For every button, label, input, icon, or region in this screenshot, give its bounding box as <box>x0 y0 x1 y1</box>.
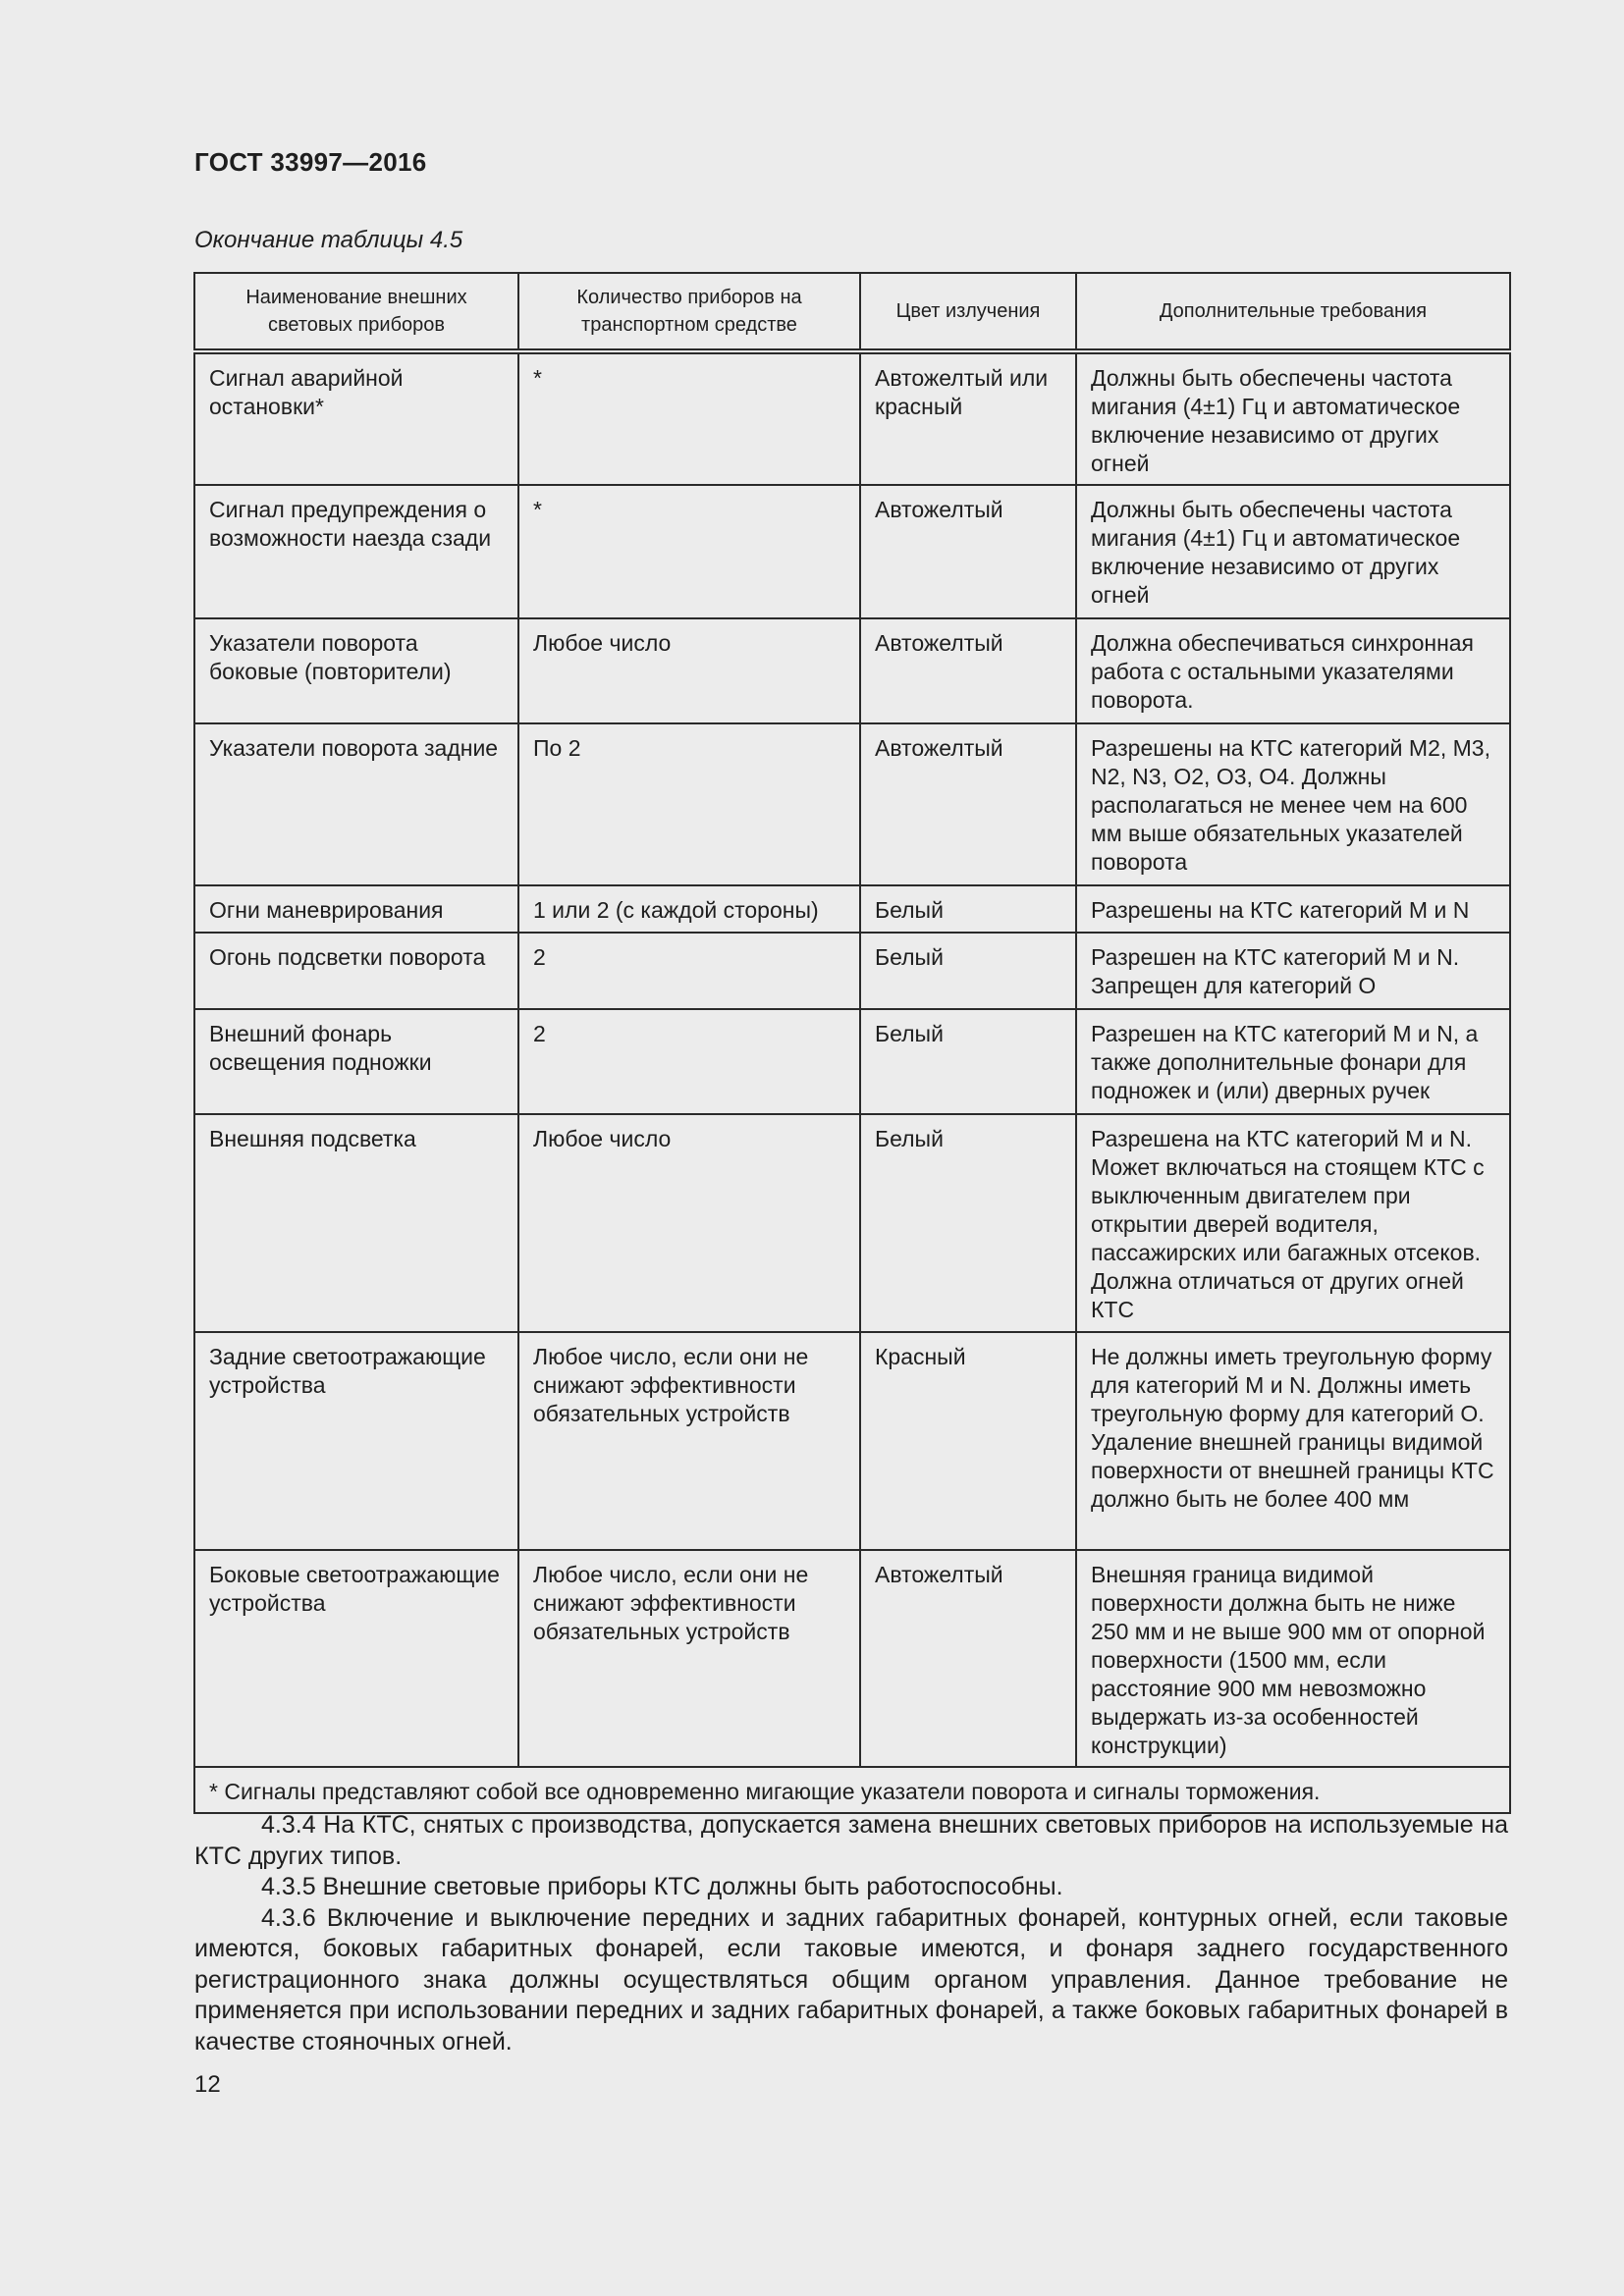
cell-name: Огонь подсветки поворота <box>194 933 518 1009</box>
paragraph-4-3-5: 4.3.5 Внешние световые приборы КТС должны быть работоспособны. <box>261 1873 1063 1900</box>
column-header-name: Наименование внешних световых приборов <box>194 273 518 351</box>
table-row <box>194 885 1510 933</box>
cell-name: Огни маневрирования <box>194 885 518 933</box>
cell-name: Боковые светоотражающие устройства <box>194 1550 518 1767</box>
column-header-count: Количество приборов на транспортном средстве <box>518 273 860 351</box>
table-row <box>194 723 1510 885</box>
cell-requirements: Разрешена на КТС категорий М и N. Может включаться на стоящем КТС с выключенным двигателем при открытии дверей водителя, пассажирских или багажных отсеков. Должна отличаться от других огней КТС <box>1076 1114 1510 1332</box>
cell-requirements: Разрешены на КТС категорий М и N <box>1076 885 1510 933</box>
cell-color: Автожелтый <box>860 723 1076 885</box>
table-footnote: * Сигналы представляют собой все одновременно мигающие указатели поворота и сигналы торможения. <box>194 1767 1510 1813</box>
cell-count: * <box>518 485 860 618</box>
cell-count: 2 <box>518 1009 860 1114</box>
table-row <box>194 485 1510 618</box>
cell-requirements: Разрешены на КТС категорий М2, М3, N2, N3, О2, О3, О4. Должны располагаться не менее чем на 600 мм выше обязательных указателей поворота <box>1076 723 1510 885</box>
cell-requirements: Не должны иметь треугольную форму для категорий М и N. Должны иметь треугольную форму для категорий О. Удаление внешней границы видимой поверхности от внешней границы КТС должно быть не более 400 мм <box>1076 1332 1510 1550</box>
cell-name: Сигнал аварийной остановки* <box>194 351 518 485</box>
table-row <box>194 1009 1510 1114</box>
cell-color: Белый <box>860 933 1076 1009</box>
table-header-row <box>194 273 1510 351</box>
paragraph-4-3-6: 4.3.6 Включение и выключение передних и задних габаритных фонарей, контурных огней, если таковые имеются, боковых габаритных фонарей, если таковые имеются, и фонаря заднего государственного регистрационного знака должны осуществляться общим органом управления. Данное требование не применяется при использовании передних и задних габаритных фонарей, а также боковых габаритных фонарей в качестве стояночных огней. <box>194 1903 1508 2056</box>
column-header-requirements: Дополнительные требования <box>1076 273 1510 351</box>
cell-requirements: Разрешен на КТС категорий М и N. Запрещен для категорий О <box>1076 933 1510 1009</box>
table-row <box>194 1550 1510 1767</box>
cell-requirements: Должны быть обеспечены частота мигания (4±1) Гц и автоматическое включение независимо от других огней <box>1076 351 1510 485</box>
body-text <box>194 1810 1508 2057</box>
cell-color: Автожелтый или красный <box>860 351 1076 485</box>
cell-color: Белый <box>860 885 1076 933</box>
cell-count: 1 или 2 (с каждой стороны) <box>518 885 860 933</box>
table-caption: Окончание таблицы 4.5 <box>194 227 463 253</box>
document-title: ГОСТ 33997—2016 <box>194 147 427 177</box>
table-footnote-row <box>194 1767 1510 1813</box>
cell-requirements: Должна обеспечиваться синхронная работа с остальными указателями поворота. <box>1076 618 1510 723</box>
page-number: 12 <box>194 2071 221 2098</box>
cell-color: Автожелтый <box>860 485 1076 618</box>
cell-count: Любое число <box>518 618 860 723</box>
cell-name: Сигнал предупреждения о возможности наезда сзади <box>194 485 518 618</box>
table-row <box>194 351 1510 485</box>
cell-requirements: Внешняя граница видимой поверхности должна быть не ниже 250 мм и не выше 900 мм от опорной поверхности (1500 мм, если расстояние 900 мм невозможно выдержать из-за особенностей конструкции) <box>1076 1550 1510 1767</box>
table-row <box>194 1332 1510 1550</box>
cell-count: * <box>518 351 860 485</box>
table-row <box>194 1114 1510 1332</box>
cell-color: Красный <box>860 1332 1076 1550</box>
cell-name: Указатели поворота боковые (повторители) <box>194 618 518 723</box>
cell-name: Задние светоотражающие устройства <box>194 1332 518 1550</box>
cell-count: Любое число, если они не снижают эффективности обязательных устройств <box>518 1550 860 1767</box>
table-row <box>194 618 1510 723</box>
cell-color: Автожелтый <box>860 618 1076 723</box>
lighting-requirements-table <box>193 272 1511 1814</box>
cell-color: Белый <box>860 1009 1076 1114</box>
column-header-color: Цвет излучения <box>860 273 1076 351</box>
cell-name: Внешний фонарь освещения подножки <box>194 1009 518 1114</box>
cell-count: Любое число <box>518 1114 860 1332</box>
cell-count: Любое число, если они не снижают эффективности обязательных устройств <box>518 1332 860 1550</box>
table-row <box>194 933 1510 1009</box>
paragraph-4-3-4: 4.3.4 На КТС, снятых с производства, допускается замена внешних световых приборов на используемые на КТС других типов. <box>194 1811 1508 1870</box>
cell-requirements: Разрешен на КТС категорий М и N, а также дополнительные фонари для подножек и (или) дверных ручек <box>1076 1009 1510 1114</box>
cell-color: Белый <box>860 1114 1076 1332</box>
cell-requirements: Должны быть обеспечены частота мигания (4±1) Гц и автоматическое включение независимо от других огней <box>1076 485 1510 618</box>
cell-count: 2 <box>518 933 860 1009</box>
cell-color: Автожелтый <box>860 1550 1076 1767</box>
cell-name: Указатели поворота задние <box>194 723 518 885</box>
cell-name: Внешняя подсветка <box>194 1114 518 1332</box>
cell-count: По 2 <box>518 723 860 885</box>
